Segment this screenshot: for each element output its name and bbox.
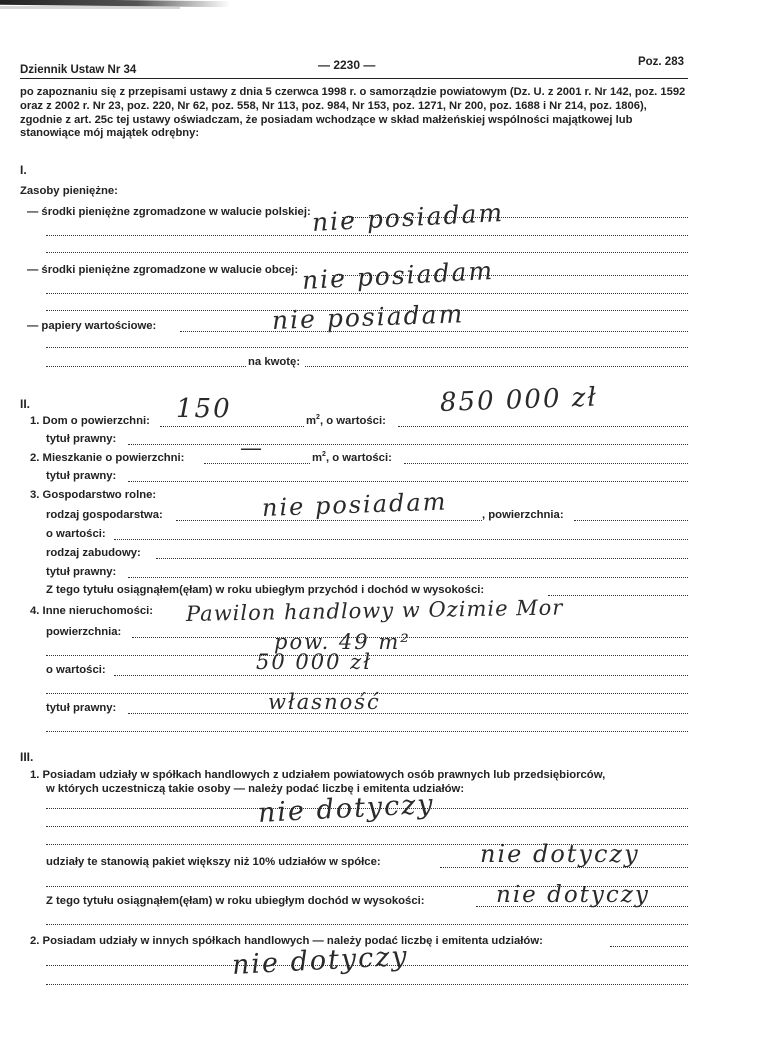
dotted-line	[128, 481, 688, 482]
dotted-line	[404, 463, 688, 464]
dotted-line	[574, 520, 688, 521]
other-area-handwriting: Pawilon handlowy w Ozimie Mor	[185, 595, 564, 626]
dotted-line	[180, 331, 688, 332]
polish-currency-label: — środki pieniężne zgromadzone w walucie polskiej:	[27, 206, 311, 218]
dotted-line	[46, 235, 688, 236]
other-property-label: 4. Inne nieruchomości:	[30, 605, 154, 617]
farm-type-label: rodzaj gospodarstwa:	[46, 509, 163, 521]
section-2-numeral: II.	[20, 397, 31, 411]
journal-title: Dziennik Ustaw Nr 34	[20, 64, 137, 76]
section-1-title: Zasoby pieniężne:	[20, 185, 118, 197]
dotted-line	[46, 924, 688, 925]
other-title-label: tytuł prawny:	[46, 702, 117, 714]
shares-question-line-1: 1. Posiadam udziały w spółkach handlowych z udziałem powiatowych osób prawnych lub przedsiębiorców,	[30, 769, 606, 781]
position-number: Poz. 283	[637, 56, 684, 68]
other-area-label: powierzchnia:	[46, 626, 122, 638]
scan-shadow-light	[0, 6, 180, 9]
flat-title-label: tytuł prawny:	[46, 470, 117, 482]
dotted-line	[46, 347, 688, 348]
securities-handwriting: nie posiadam	[271, 299, 465, 335]
house-unit: $m^2$, o wartości:	[306, 414, 386, 427]
intro-paragraph: po zapoznaniu się z przepisami ustawy z dnia 5 czerwca 1998 r. o samorządzie powiatowym (Dz. U. z 2001 r. Nr 142, poz. 1592 oraz z 2002 r. Nr 23, poz. 220, Nr 62, poz. 558, Nr 113, poz. 984, Nr 153, poz. 1271, Nr 200, poz. 1688 i Nr 214, poz. 1806), zgodnie z art. 25c tej ustawy oświadczam, że posiadam wchodzące w skład małżeńskiej wspólności majątkowej lub stanowiące mój majątek odrębny:	[20, 86, 686, 140]
polish-currency-handwriting: nie posiadam	[311, 197, 505, 237]
farm-area-label: , powierzchnia:	[482, 509, 564, 521]
other-area-handwriting-2: pow. 49 m²	[274, 630, 411, 654]
dotted-line	[128, 444, 688, 445]
page-number: — 2230 —	[318, 58, 376, 72]
house-area-handwriting: 150	[176, 394, 232, 424]
farm-income-label: Z tego tytułu osiągnąłem(ęłam) w roku ubiegłym przychód i dochód w wysokości:	[46, 584, 485, 596]
dotted-line	[46, 293, 688, 294]
dotted-line	[128, 713, 688, 714]
foreign-currency-handwriting: nie posiadam	[301, 255, 495, 295]
dotted-line	[114, 539, 688, 540]
shares-package-handwriting: nie dotyczy	[480, 840, 640, 868]
other-title-handwriting: własność	[268, 690, 381, 714]
dotted-line	[46, 826, 688, 827]
dotted-line	[46, 731, 688, 732]
shares-handwriting: nie dotyczy	[257, 788, 436, 829]
other-value-handwriting: 50 000 zł	[256, 650, 373, 674]
farm-value-label: o wartości:	[46, 528, 106, 540]
house-area-label: 1. Dom o powierzchni:	[30, 415, 150, 427]
house-value-handwriting: 850 000 zł	[439, 382, 599, 418]
securities-label: — papiery wartościowe:	[27, 320, 157, 332]
shares-income-label: Z tego tytułu osiągnąłem(ęłam) w roku ubiegłym dochód w wysokości:	[46, 895, 425, 907]
amount-label: na kwotę:	[248, 356, 301, 368]
dotted-line	[398, 426, 688, 427]
section-3-numeral: III.	[20, 750, 34, 764]
dotted-line	[46, 984, 688, 985]
farm-label: 3. Gospodarstwo rolne:	[30, 489, 157, 501]
flat-area-handwriting: —	[240, 436, 264, 461]
flat-area-label: 2. Mieszkanie o powierzchni:	[30, 452, 185, 464]
dotted-line	[46, 252, 688, 253]
house-title-label: tytuł prawny:	[46, 433, 117, 445]
other-shares-handwriting: nie dotyczy	[231, 940, 410, 981]
dotted-line	[160, 426, 304, 427]
dotted-line	[128, 577, 688, 578]
section-1-numeral: I.	[20, 163, 27, 177]
dotted-line	[548, 595, 688, 596]
dotted-line	[610, 946, 688, 947]
dotted-line	[156, 558, 688, 559]
shares-package-label: udziały te stanowią pakiet większy niż 10% udziałów w spółce:	[46, 856, 381, 868]
other-value-label: o wartości:	[46, 664, 106, 676]
dotted-line	[46, 366, 246, 367]
farm-title-label: tytuł prawny:	[46, 566, 117, 578]
dotted-line	[305, 366, 688, 367]
shares-income-handwriting: nie dotyczy	[496, 882, 650, 908]
dotted-line	[176, 520, 482, 521]
flat-unit: $m^2$, o wartości:	[312, 451, 392, 464]
shares-question-line-2: w których uczestniczą takie osoby — należy podać liczbę i emitenta udziałów:	[46, 783, 465, 795]
farm-building-label: rodzaj zabudowy:	[46, 547, 141, 559]
other-shares-label: 2. Posiadam udziały w innych spółkach handlowych — należy podać liczbę i emitenta udziałów:	[30, 935, 543, 947]
dotted-line	[204, 463, 310, 464]
page-header	[20, 56, 688, 79]
dotted-line	[114, 675, 688, 676]
farm-type-handwriting: nie posiadam	[261, 487, 448, 522]
foreign-currency-label: — środki pieniężne zgromadzone w walucie obcej:	[27, 264, 299, 276]
